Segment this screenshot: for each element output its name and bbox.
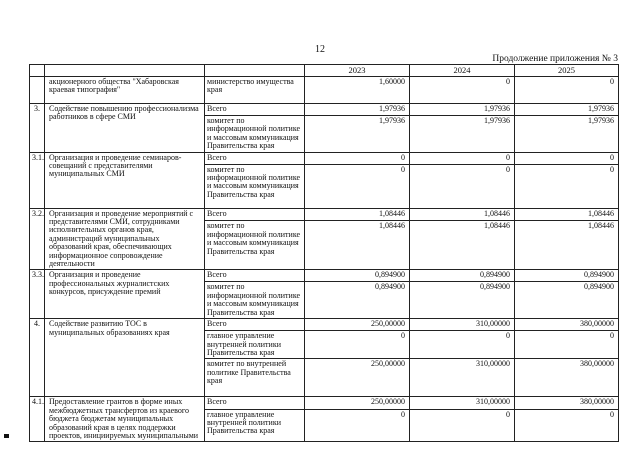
value-2025: 380,00000	[515, 397, 619, 409]
table-row	[30, 77, 619, 104]
row-description: Содействие повышению профессионализма работников в сфере СМИ	[45, 104, 205, 153]
value-2025: 0	[515, 409, 619, 442]
value-2024: 0	[410, 152, 515, 164]
funding-source: Всего	[205, 208, 305, 221]
value-2025: 380,00000	[515, 319, 619, 331]
table-row	[30, 152, 619, 164]
value-2023: 0,894900	[305, 270, 410, 282]
value-2024: 1,08446	[410, 221, 515, 270]
value-2025: 0,894900	[515, 282, 619, 319]
funding-source: комитет по информационной политике и массовым коммуникация Правительства края	[205, 282, 305, 319]
table-row	[30, 397, 619, 409]
funding-source: Всего	[205, 397, 305, 409]
value-2023: 1,97936	[305, 104, 410, 116]
value-2025: 0	[515, 164, 619, 208]
value-2025: 380,00000	[515, 359, 619, 397]
row-number: 3.2.	[30, 208, 45, 270]
value-2024: 1,97936	[410, 116, 515, 153]
value-2024: 310,00000	[410, 359, 515, 397]
funding-source: Всего	[205, 104, 305, 116]
value-2024: 310,00000	[410, 319, 515, 331]
row-description: Организация и проведение профессиональных журналистских конкурсов, присуждение премий	[45, 270, 205, 319]
value-2025: 1,08446	[515, 208, 619, 221]
value-2024: 0	[410, 409, 515, 442]
table-row	[30, 104, 619, 116]
value-2024: 0	[410, 331, 515, 359]
header-year-2024: 2024	[410, 65, 515, 77]
funding-table	[29, 64, 619, 442]
funding-source: министерство имущества края	[205, 77, 305, 104]
value-2024: 0	[410, 164, 515, 208]
funding-source: Всего	[205, 270, 305, 282]
page-cut	[0, 442, 640, 450]
header-year-2023: 2023	[305, 65, 410, 77]
funding-source: комитет по внутренней политике Правительства края	[205, 359, 305, 397]
header-blank-num	[30, 65, 45, 77]
funding-source: комитет по информационной политике и массовым коммуникация Правительства края	[205, 164, 305, 208]
table-row	[30, 270, 619, 282]
row-description: Организация и проведение мероприятий с представителями СМИ, сотрудниками исполнительных органов края, администраций муниципальных образований края, обеспечивающих информационное сопровождение деятельности	[45, 208, 205, 270]
row-description: Содействие развитию ТОС в муниципальных образованиях края	[45, 319, 205, 397]
table-row	[30, 319, 619, 331]
value-2024: 0,894900	[410, 270, 515, 282]
value-2024: 1,97936	[410, 104, 515, 116]
value-2024: 0,894900	[410, 282, 515, 319]
table-row	[30, 208, 619, 221]
value-2023: 0	[305, 152, 410, 164]
header-blank-name	[45, 65, 205, 77]
row-number: 3.1.	[30, 152, 45, 208]
value-2025: 0	[515, 331, 619, 359]
value-2025: 1,08446	[515, 221, 619, 270]
value-2023: 1,08446	[305, 221, 410, 270]
value-2025: 1,97936	[515, 116, 619, 153]
funding-source: Всего	[205, 152, 305, 164]
header-blank-source	[205, 65, 305, 77]
continuation-label: Продолжение приложения № 3	[492, 54, 618, 64]
row-description: Предоставление грантов в форме иных межбюджетных трансфертов из краевого бюджета бюджетам муниципальных образований края в целях поддержки проектов, инициируемых муниципальными	[45, 397, 205, 442]
value-2023: 0	[305, 409, 410, 442]
table-header-row	[30, 65, 619, 77]
funding-source: главное управление внутренней политики Правительства края	[205, 331, 305, 359]
row-description: акционерного общества "Хабаровская краевая типография"	[45, 77, 205, 104]
row-number: 3.	[30, 104, 45, 153]
value-2025: 0,894900	[515, 270, 619, 282]
value-2023: 250,00000	[305, 319, 410, 331]
value-2023: 250,00000	[305, 397, 410, 409]
value-2024: 310,00000	[410, 397, 515, 409]
funding-source: главное управление внутренней политики Правительства края	[205, 409, 305, 442]
row-number	[30, 77, 45, 104]
value-2025: 0	[515, 77, 619, 104]
row-number: 3.3.	[30, 270, 45, 319]
value-2023: 0	[305, 164, 410, 208]
value-2023: 0	[305, 331, 410, 359]
scan-edge-mark	[4, 434, 9, 438]
page-number: 12	[315, 44, 325, 55]
header-year-2025: 2025	[515, 65, 619, 77]
value-2023: 1,97936	[305, 116, 410, 153]
value-2025: 0	[515, 152, 619, 164]
value-2023: 1,08446	[305, 208, 410, 221]
value-2024: 0	[410, 77, 515, 104]
funding-source: комитет по информационной политике и массовым коммуникация Правительства края	[205, 116, 305, 153]
row-number: 4.1.	[30, 397, 45, 442]
value-2023: 250,00000	[305, 359, 410, 397]
value-2025: 1,97936	[515, 104, 619, 116]
value-2024: 1,08446	[410, 208, 515, 221]
row-number: 4.	[30, 319, 45, 397]
value-2023: 1,60000	[305, 77, 410, 104]
funding-source: комитет по информационной политике и массовым коммуникация Правительства края	[205, 221, 305, 270]
row-description: Организация и проведение семинаров-совещаний с представителями муниципальных СМИ	[45, 152, 205, 208]
funding-source: Всего	[205, 319, 305, 331]
value-2023: 0,894900	[305, 282, 410, 319]
